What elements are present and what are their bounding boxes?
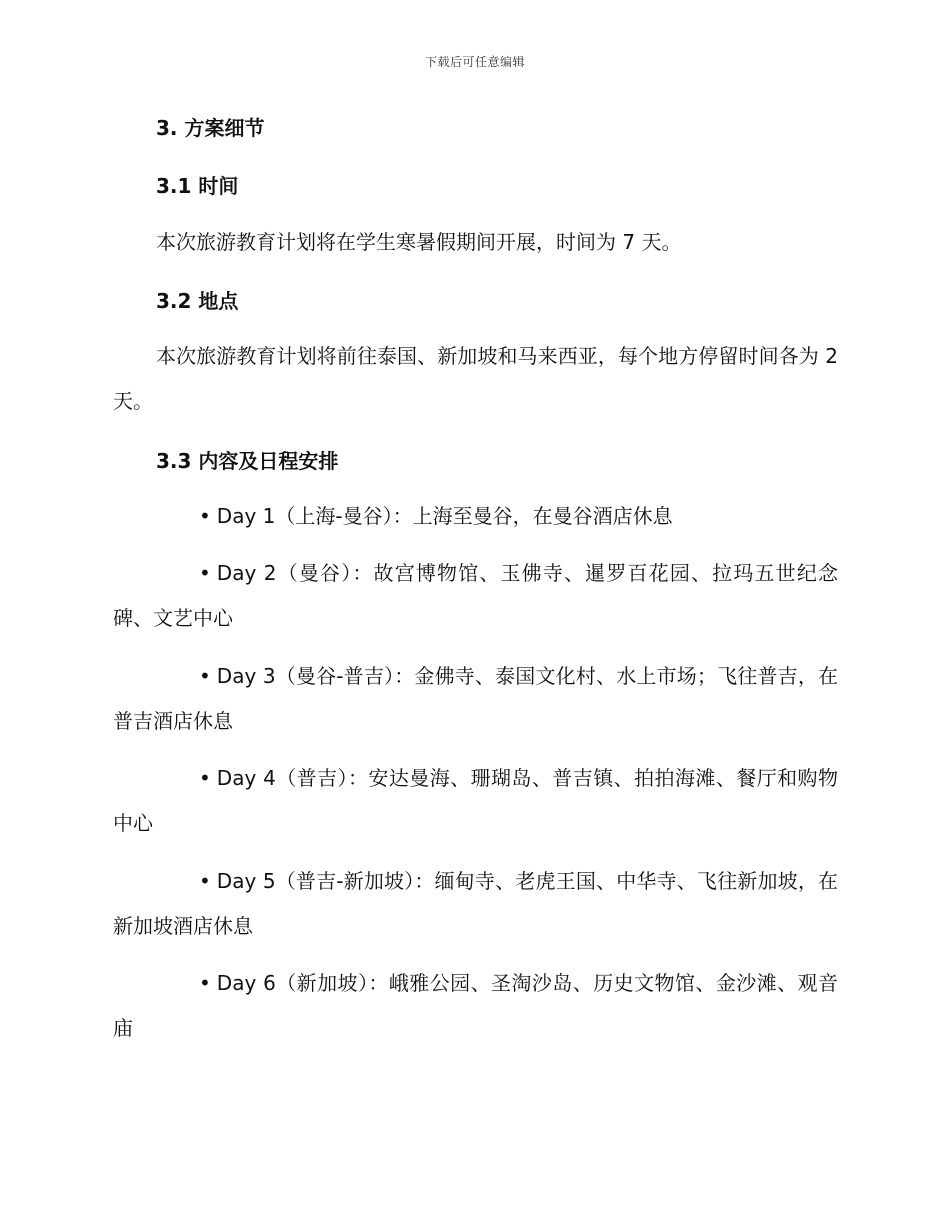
bullet-icon: •	[199, 869, 211, 893]
schedule-item-text: Day 3（曼谷-普吉）：金佛寺、泰国文化村、水上市场；飞往普吉，在普吉酒店休息	[113, 664, 838, 733]
schedule-item-day1	[113, 494, 838, 539]
schedule-item-text: Day 2（曼谷）：故宫博物馆、玉佛寺、暹罗百花园、拉玛五世纪念碑、文艺中心	[113, 561, 838, 630]
section-title: 3. 方案细节	[156, 116, 265, 140]
schedule-item-text: Day 6（新加坡）：峨雅公园、圣淘沙岛、历史文物馆、金沙滩、观音庙	[113, 971, 838, 1040]
schedule-heading: 3.3 内容及日程安排	[156, 449, 339, 473]
page-header-note: 下载后可任意编辑	[424, 55, 525, 69]
schedule-item-text: Day 1（上海-曼谷）：上海至曼谷，在曼谷酒店休息	[216, 504, 673, 528]
schedule-item-text: Day 4（普吉）：安达曼海、珊瑚岛、普吉镇、拍拍海滩、餐厅和购物中心	[113, 766, 838, 835]
bullet-icon: •	[199, 504, 211, 528]
bullet-icon: •	[199, 561, 211, 585]
time-paragraph: 本次旅游教育计划将在学生寒暑假期间开展，时间为 7 天。	[156, 230, 682, 254]
place-paragraph: 本次旅游教育计划将前往泰国、新加坡和马来西亚，每个地方停留时间各为 2 天。	[113, 344, 838, 413]
bullet-icon: •	[199, 971, 211, 995]
schedule-item-text: Day 5（普吉-新加坡）：缅甸寺、老虎王国、中华寺、飞往新加坡，在新加坡酒店休息	[113, 869, 838, 938]
schedule-item-day6	[113, 961, 838, 1051]
schedule-item-day3	[113, 654, 838, 744]
bullet-icon: •	[199, 664, 211, 688]
schedule-item-day2	[113, 551, 838, 641]
time-heading: 3.1 时间	[156, 174, 239, 198]
schedule-item-day4	[113, 756, 838, 846]
place-heading: 3.2 地点	[156, 289, 239, 313]
schedule-item-day5	[113, 859, 838, 949]
bullet-icon: •	[199, 766, 211, 790]
